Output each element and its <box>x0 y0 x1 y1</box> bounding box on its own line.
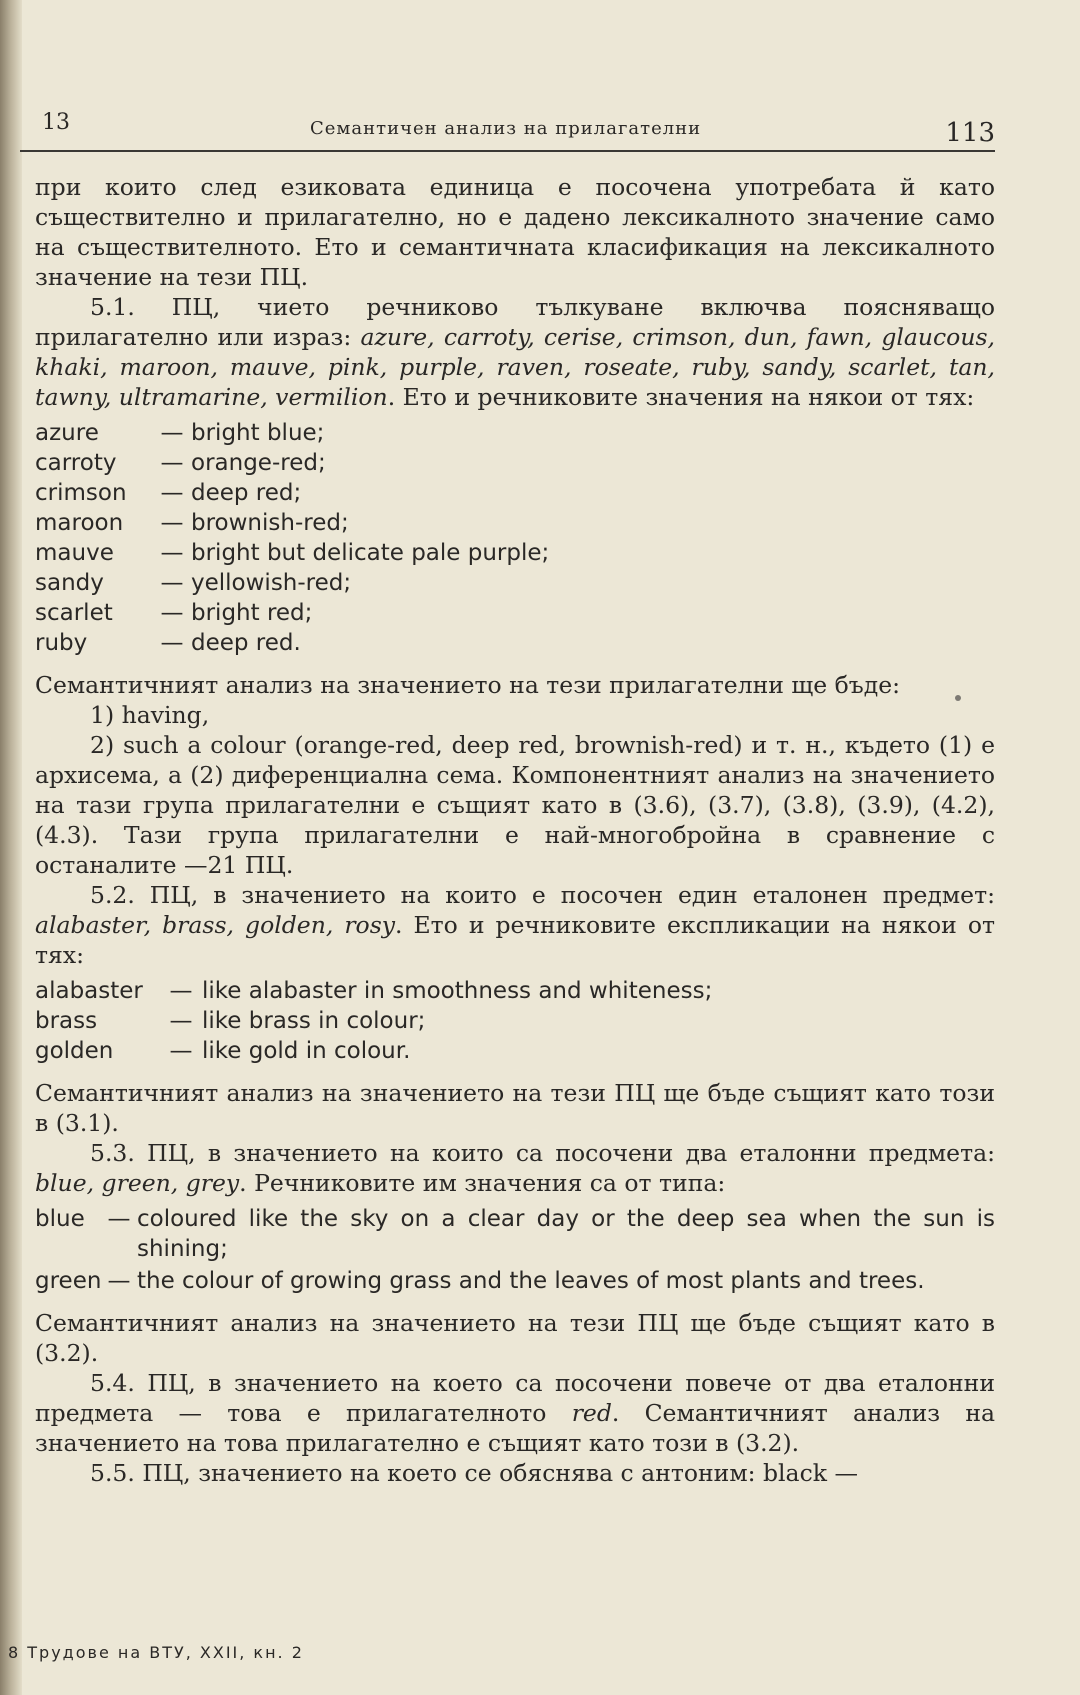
book-spine-shadow <box>0 0 22 1695</box>
ink-speck <box>955 695 961 701</box>
page-number: 113 <box>945 118 995 148</box>
running-title: Семантичен анализ на прилагателни <box>310 118 702 139</box>
section-5-1-words: azure, carroty, cerise, crimson, dun, fawn, glaucous, khaki, maroon, mauve, pink, purple, raven, roseate, ruby, sandy, scarlet, tan, tawny, ultramarine, vermilion <box>35 323 995 411</box>
definition-row: sandy — yellowish-red; <box>35 570 352 596</box>
definition-row: brass — like brass in colour; <box>35 1008 426 1034</box>
definition-row: golden — like gold in colour. <box>35 1038 411 1064</box>
section-5-3-words: blue, green, grey <box>35 1169 240 1197</box>
section-5-3: 5.3. ПЦ, в значението на които са посочени два еталонни предмета: blue, green, grey. Речниковите им значения са от типа: <box>35 1139 995 1197</box>
section-5-4-word: red <box>571 1399 612 1427</box>
definition-row: green — the colour of growing grass and the leaves of most plants and trees. <box>35 1268 925 1294</box>
analysis-intro: Семантичният анализ на значението на тези прилагателни ще бъде: <box>35 671 901 699</box>
section-5-2: 5.2. ПЦ, в значението на които е посочен един еталонен предмет: alabaster, brass, golden, rosy. Ето и речниковите експликации на някои от тях: <box>35 881 995 969</box>
section-5-5: 5.5. ПЦ, значението на което се обяснява с антоним: black — <box>90 1459 858 1487</box>
section-5-2-words: alabaster, brass, golden, rosy <box>35 911 396 939</box>
section-5-4: 5.4. ПЦ, в значението на което са посочени повече от два еталонни предмета — това е прилагателното red. Семантичният анализ на значението на това прилагателно е същият като този в (3.2). <box>35 1369 996 1457</box>
definition-row: crimson — deep red; <box>35 480 302 506</box>
definition-row: alabaster — like alabaster in smoothness and whiteness; <box>35 978 713 1004</box>
definition-row: mauve — bright but delicate pale purple; <box>35 540 550 566</box>
body-text <box>20 172 995 1488</box>
page-footer: 8 Трудове на ВТУ, XXII, кн. 2 <box>8 1643 304 1662</box>
book-page <box>20 100 995 1488</box>
definition-row: azure — bright blue; <box>35 420 325 446</box>
definition-row: maroon — brownish-red; <box>35 510 349 536</box>
running-header <box>20 100 995 152</box>
analysis-item-2: 2) such a colour (orange-red, deep red, brownish-red) и т. н., където (1) е архисема, а (2) диференциална сема. Компонентният анализ на значението на тази група прилагателни е същият като в (3.6), (3.7), (3.8), (3.9), (4.2), (4.3). Тази група прилагателни е най-многобройна в сравнение с останалите —21 ПЦ. <box>35 731 995 879</box>
definition-row: carroty — orange-red; <box>35 450 326 476</box>
definition-list-5-1 <box>35 418 995 658</box>
definition-row: scarlet — bright red; <box>35 600 313 626</box>
definition-row: blue — coloured like the sky on a clear day or the deep sea when the sun is shining; <box>35 1206 995 1262</box>
analysis-5-2: Семантичният анализ на значението на тези ПЦ ще бъде същият като този в (3.1). <box>35 1079 995 1137</box>
analysis-item-1: 1) having, <box>90 701 210 729</box>
definition-row: ruby — deep red. <box>35 630 301 656</box>
chapter-number: 13 <box>42 110 70 135</box>
definition-list-5-2 <box>35 976 995 1066</box>
definition-list-5-3 <box>35 1204 995 1296</box>
paragraph-continued: при които след езиковата единица е посочена употребата й като съществително и прилагателно, но е дадено лексикалното значение само на съществителното. Ето и семантичната класификация на лексикалното значение на тези ПЦ. <box>35 173 995 291</box>
section-5-1: 5.1. ПЦ, чието речниково тълкуване включва пояcняващо прилагателно или израз: azure, carroty, cerise, crimson, dun, fawn, glaucous, khaki, maroon, mauve, pink, purple, raven, roseate, ruby, sandy, scarlet, tan, tawny, ultramarine, vermilion. Ето и речниковите значения на някои от тях: <box>35 293 995 411</box>
analysis-5-3: Семантичният анализ на значението на тези ПЦ ще бъде същият като в (3.2). <box>35 1309 995 1367</box>
